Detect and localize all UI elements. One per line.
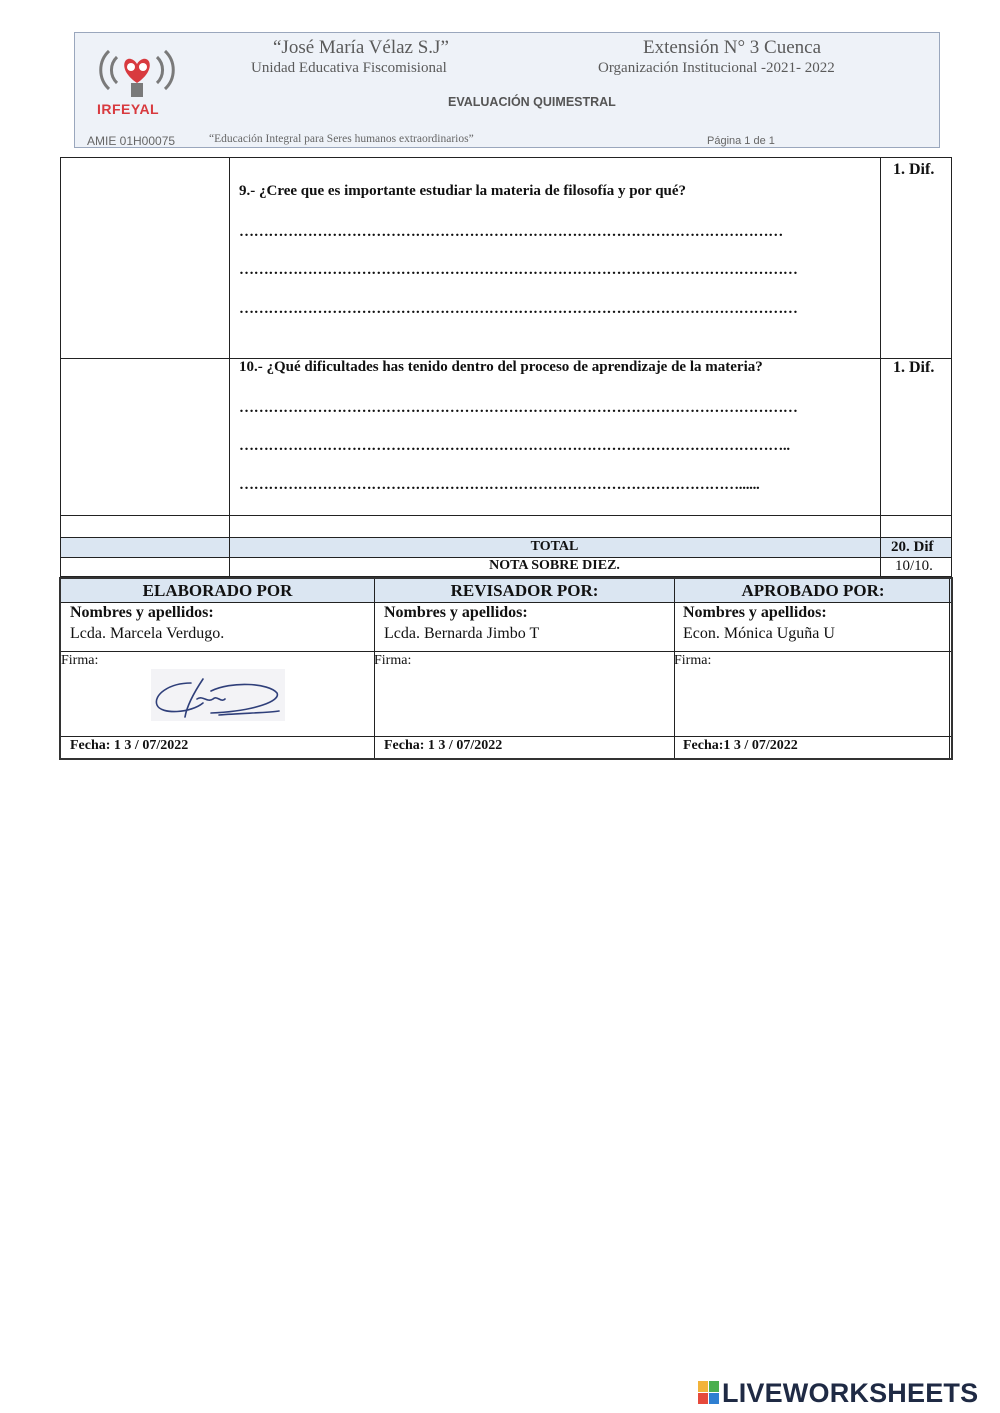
row-divider: [61, 651, 951, 652]
question-table: [60, 157, 952, 577]
extension: Extensión N° 3 Cuenca: [643, 37, 822, 58]
exam-title: EVALUACIÓN QUIMESTRAL: [448, 95, 616, 109]
revisado-name: Lcda. Bernarda Jimbo T: [384, 625, 540, 642]
fecha-revisado: Fecha: 1 3 / 07/2022: [384, 738, 503, 753]
firma-label: Firma:: [374, 653, 412, 668]
question-10-score: 1. Dif.: [893, 359, 935, 376]
signature-image: [151, 669, 285, 721]
firma-label: Firma:: [61, 653, 99, 668]
heading-aprobado: APROBADO POR:: [675, 579, 951, 602]
fecha-elaborado: Fecha: 1 3 / 07/2022: [70, 738, 189, 753]
row-divider: [61, 602, 951, 603]
names-label: Nombres y apellidos:: [70, 604, 214, 621]
aprobado-name: Econ. Mónica Uguña U: [683, 625, 835, 642]
row-divider: [61, 537, 951, 538]
row-divider: [61, 515, 951, 516]
firma-label: Firma:: [674, 653, 712, 668]
answer-line[interactable]: …………………………………………………………………………………………......: [239, 477, 760, 493]
column-divider: [949, 579, 950, 758]
total-value: 20. Dif: [891, 539, 934, 555]
question-9-text: 9.- ¿Cree que es importante estudiar la materia de filosofía y por qué?: [239, 183, 687, 199]
answer-line[interactable]: ……………………………………………………………………………………………………: [239, 400, 798, 416]
irfeyal-logo: [87, 39, 187, 119]
question-9-score: 1. Dif.: [893, 161, 935, 178]
nota-label: NOTA SOBRE DIEZ.: [489, 558, 620, 573]
answer-line[interactable]: …………………………………………………………………………………………………: [239, 224, 783, 240]
column-divider-right: [880, 158, 881, 576]
question-10-text: 10.- ¿Qué dificultades has tenido dentro del proceso de aprendizaje de la materia?: [239, 359, 763, 375]
answer-line[interactable]: …………………………………………………………………………………………………..: [239, 438, 790, 454]
fecha-aprobado: Fecha:1 3 / 07/2022: [683, 738, 798, 753]
handwritten-signature-icon: [151, 669, 285, 721]
school-type: Unidad Educativa Fiscomisional: [251, 60, 447, 76]
brand-name: LIVEWORKSHEETS: [722, 1378, 979, 1408]
answer-line[interactable]: ……………………………………………………………………………………………………: [239, 262, 798, 278]
amie-code: AMIE 01H00075: [87, 134, 176, 148]
page-number: Página 1 de 1: [707, 135, 775, 147]
logo-text: IRFEYAL: [97, 101, 160, 117]
motto: “Educación Integral para Seres humanos extraordinarios”: [209, 133, 474, 145]
names-label: Nombres y apellidos:: [683, 604, 827, 621]
logo-emblem-icon: [87, 39, 187, 101]
row-divider: [61, 736, 951, 737]
heading-elaborado: ELABORADO POR: [61, 579, 374, 602]
approval-table: [59, 577, 953, 760]
heading-revisado: REVISADOR POR:: [375, 579, 674, 602]
organization: Organización Institucional -2021- 2022: [598, 60, 835, 76]
nota-value: 10/10.: [895, 558, 933, 574]
elaborado-name: Lcda. Marcela Verdugo.: [70, 625, 225, 642]
column-divider-left: [229, 158, 230, 576]
brand-logo-icon: [698, 1381, 720, 1405]
names-label: Nombres y apellidos:: [384, 604, 528, 621]
school-name: “José María Vélaz S.J”: [273, 37, 449, 58]
answer-line[interactable]: ……………………………………………………………………………………………………: [239, 301, 798, 317]
total-label: TOTAL: [530, 539, 579, 554]
document-header: [74, 32, 940, 148]
